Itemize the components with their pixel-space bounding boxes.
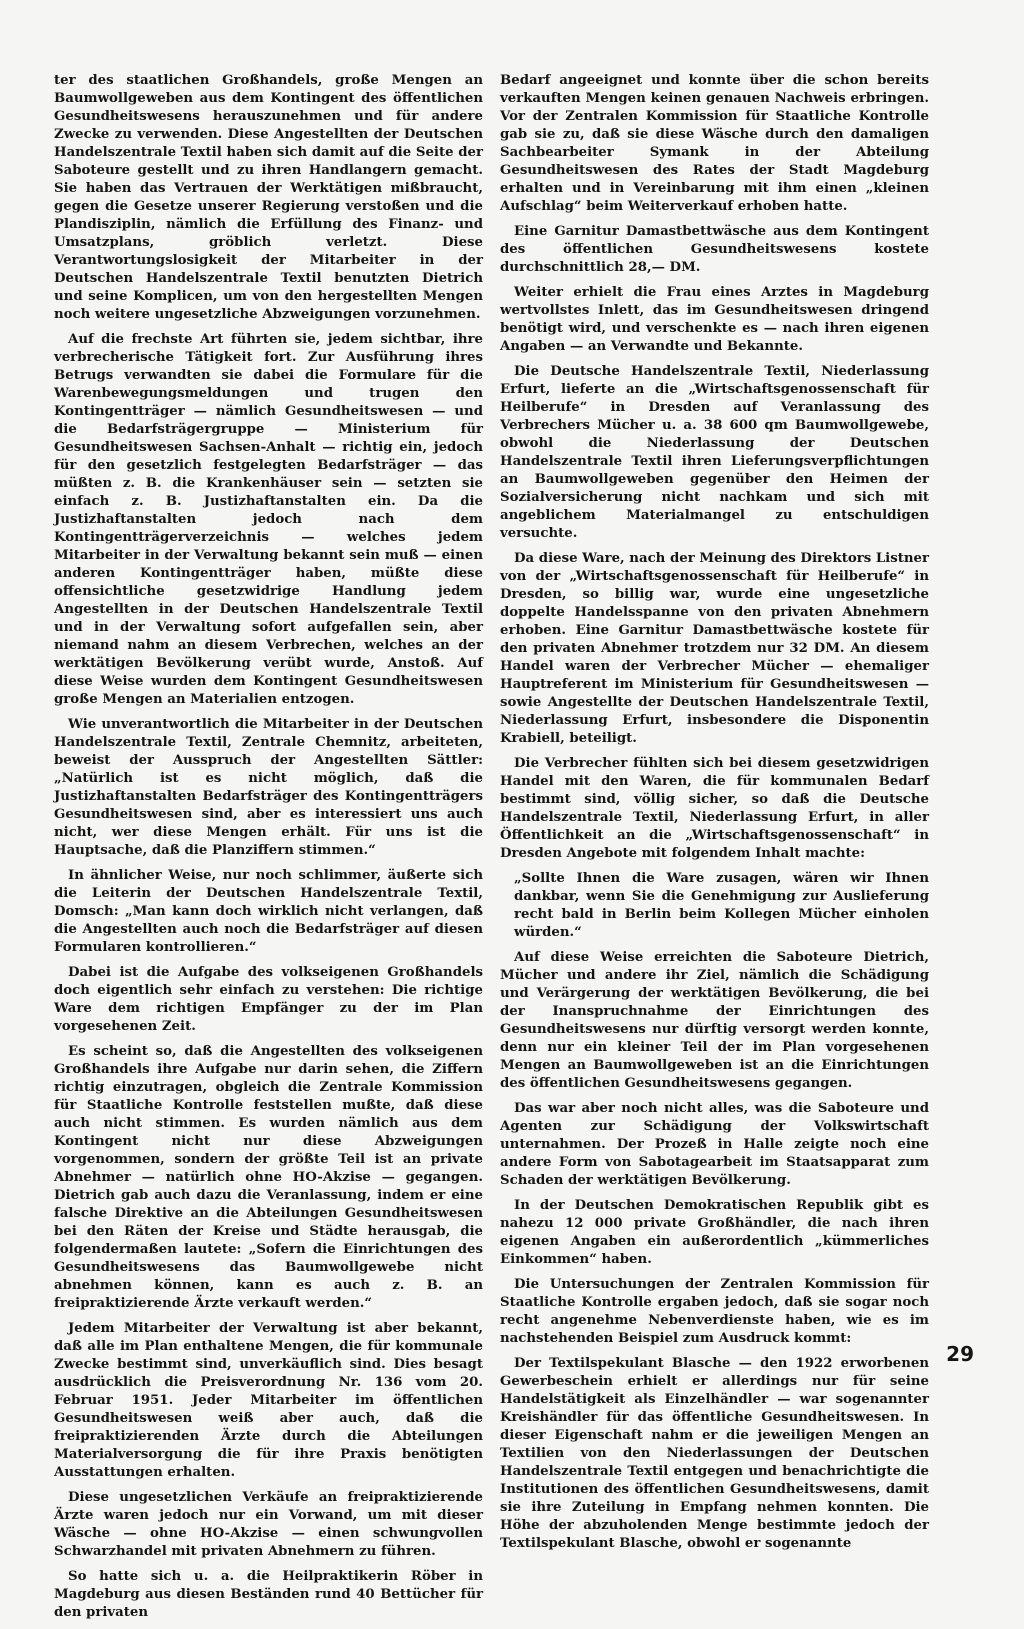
paragraph: Der Textilspekulant Blasche — den 1922 erworbenen Gewerbeschein erhielt er allerdings nur für seine Handelstätigkeit als Einzelhändler — war sogenannter Kreishändler für das öffentliche Gesundheitswesen. In dieser Eigenschaft nahm er die jeweiligen Mengen an Textilien von den Niederlassungen der Deutschen Handelszentrale Textil entgegen und benachrichtigte die Institutionen des öffentlichen Gesundheitswesens, damit sie ihre Zuteilung in Empfang nehmen konnten. Die Höhe der abzuholenden Menge bestimmte jedoch der Textilspekulant Blasche, obwohl er sogenannte [500, 1356, 929, 1551]
paragraph: In ähnlicher Weise, nur noch schlimmer, äußerte sich die Leiterin der Deutschen Handelszentrale Textil, Domsch: „Man kann doch wirklich nicht verlangen, daß die Angestellten auch noch die Bedarfsträger auf diesen Formularen kontrollieren.“ [54, 868, 483, 955]
paragraph: Auf diese Weise erreichten die Saboteure Dietrich, Mücher und andere ihr Ziel, nämlich die Schädigung und Verärgerung der werktätigen Bevölkerung, die bei der Inanspruchnahme der Einrichtungen des Gesundheitswesens nur dürftig versorgt werden konnte, denn nur ein kleiner Teil der im Plan vorgesehenen Mengen an Baumwollgeweben ist an die Einrichtungen des öffentlichen Gesundheitswesens gegangen. [500, 950, 929, 1091]
paragraph: So hatte sich u. a. die Heilpraktikerin Röber in Magdeburg aus diesen Beständen rund 40 Bettücher für den privaten [54, 1569, 483, 1620]
paragraph: Die Verbrecher fühlten sich bei diesem gesetzwidrigen Handel mit den Waren, die für kommunalen Bedarf bestimmt sind, völlig sicher, so daß die Deutsche Handelszentrale Textil, Niederlassung Erfurt, in aller Öffentlichkeit an die „Wirtschaftsgenossenschaft“ in Dresden Angebote mit folgendem Inhalt machte: [500, 756, 929, 861]
paragraph: Wie unverantwortlich die Mitarbeiter in der Deutschen Handelszentrale Textil, Zentrale Chemnitz, arbeiteten, beweist der Ausspruch der Angestellten Sättler: „Natürlich ist es nicht möglich, daß die Justizhaftanstalten Bedarfsträger des Kontingentträgers Gesundheitswesen sind, aber es interessiert uns auch nicht, wer diese Mengen erhält. Für uns ist die Hauptsache, daß die Planziffern stimmen.“ [54, 717, 483, 858]
paragraph: Die Deutsche Handelszentrale Textil, Niederlassung Erfurt, lieferte an die „Wirtschaftsgenossenschaft für Heilberufe“ in Dresden auf Veranlassung des Verbrechers Mücher u. a. 38 600 qm Baumwollgewebe, obwohl die Niederlassung der Deutschen Handelszentrale Textil ihren Lieferungsverpflichtungen an Baumwollgeweben gegenüber den Heimen der Sozialversicherung nicht nachkam und sich mit angeblichem Materialmangel zu entschuldigen versuchte. [500, 364, 929, 541]
paragraph: Bedarf angeeignet und konnte über die schon bereits verkauften Mengen keinen genauen Nachweis erbringen. Vor der Zentralen Kommission für Staatliche Kontrolle gab sie zu, daß sie diese Wäsche durch den damaligen Sachbearbeiter Symank in der Abteilung Gesundheitswesen des Rates der Stadt Magdeburg erhalten und in Vereinbarung mit ihm einen „kleinen Aufschlag“ beim Weiterverkauf erhoben hatte. [500, 73, 929, 214]
paragraph: Jedem Mitarbeiter der Verwaltung ist aber bekannt, daß alle im Plan enthaltene Mengen, die für kommunale Zwecke bestimmt sind, unverkäuflich sind. Dies besagt ausdrücklich die Preisverordnung Nr. 136 vom 20. Februar 1951. Jeder Mitarbeiter im öffentlichen Gesundheitswesen weiß aber auch, daß die freipraktizierenden Ärzte durch die Abteilungen Materialversorgung die für ihre Praxis benötigten Ausstattungen erhalten. [54, 1321, 483, 1480]
paragraph: Da diese Ware, nach der Meinung des Direktors Listner von der „Wirtschaftsgenossenschaft für Heilberufe“ in Dresden, so billig war, wurde eine ungesetzliche doppelte Handelsspanne von den privaten Abnehmern erhoben. Eine Garnitur Damastbettwäsche kostete für den privaten Abnehmer trotzdem nur 32 DM. An diesem Handel waren der Verbrecher Mücher — ehemaliger Hauptreferent im Ministerium für Gesundheitswesen — sowie Angestellte der Deutschen Handelszentrale Textil, Niederlassung Erfurt, insbesondere die Disponentin Krabiell, beteiligt. [500, 551, 929, 746]
paragraph: Auf die frechste Art führten sie, jedem sichtbar, ihre verbrecherische Tätigkeit fort. Zur Ausführung ihres Betrugs verwandten sie dabei die Formulare für die Warenbewegungsmeldungen und trugen den Kontingentträger — nämlich Gesundheitswesen — und die Bedarfsträgergruppe — Ministerium für Gesundheitswesen Sachsen-Anhalt — richtig ein, jedoch für den gesetzlich festgelegten Bedarfsträger — das müßten z. B. die Krankenhäuser sein — setzten sie einfach z. B. Justizhaftanstalten ein. Da die Justizhaftanstalten jedoch nach dem Kontingentträgerverzeichnis — welches jedem Mitarbeiter in der Verwaltung bekannt sein muß — einen anderen Kontingentträger haben, müßte diese offensichtliche gesetzwidrige Handlung jedem Angestellten in der Deutschen Handelszentrale Textil und in der Verwaltung sofort aufgefallen sein, aber niemand nahm an diesem Verbrechen, welches an der werktätigen Bevölkerung verübt wurde, Anstoß. Auf diese Weise wurden dem Kontingent Gesundheitswesen große Mengen an Materialien entzogen. [54, 332, 483, 707]
left-column [54, 72, 483, 1629]
paragraph: Das war aber noch nicht alles, was die Saboteure und Agenten zur Schädigung der Volkswirtschaft unternahmen. Der Prozeß in Halle zeigte noch eine andere Form von Sabotagearbeit im Staatsapparat zum Schaden der werktätigen Bevölkerung. [500, 1101, 929, 1188]
paragraph: ter des staatlichen Großhandels, große Mengen an Baumwollgeweben aus dem Kontingent des öffentlichen Gesundheitswesens herauszunehmen und für andere Zwecke zu verwenden. Diese Angestellten der Deutschen Handelszentrale Textil haben sich damit auf die Seite der Saboteure gestellt und zu ihren Handlangern gemacht. Sie haben das Vertrauen der Werktätigen mißbraucht, gegen die Gesetze unserer Regierung verstoßen und die Plandisziplin, nämlich die Erfüllung des Finanz- und Umsatzplans, gröblich verletzt. Diese Verantwortungslosigkeit der Mitarbeiter in der Deutschen Handelszentrale Textil benutzten Dietrich und seine Komplicen, um von den hergestellten Mengen noch weitere ungesetzliche Abzweigungen vorzunehmen. [54, 73, 483, 322]
paragraph: In der Deutschen Demokratischen Republik gibt es nahezu 12 000 private Großhändler, die nach ihren eigenen Angaben ein außerordentlich „kümmerliches Einkommen“ haben. [500, 1198, 929, 1267]
quote-paragraph: „Sollte Ihnen die Ware zusagen, wären wir Ihnen dankbar, wenn Sie die Genehmigung zur Auslieferung recht bald in Berlin beim Kollegen Mücher einholen würden.“ [514, 871, 929, 940]
paragraph: Es scheint so, daß die Angestellten des volkseigenen Großhandels ihre Aufgabe nur darin sehen, die Ziffern richtig einzutragen, obgleich die Zentrale Kommission für Staatliche Kontrolle feststellen mußte, daß diese auch nicht stimmen. Es wurden nämlich aus dem Kontingent nicht nur diese Abzweigungen vorgenommen, sondern der größte Teil ist an private Abnehmer — natürlich ohne HO-Akzise — gegangen. Dietrich gab auch dazu die Veranlassung, indem er eine falsche Direktive an die Abteilungen Gesundheitswesen bei den Räten der Kreise und Städte herausgab, die folgendermaßen lautete: „Sofern die Einrichtungen des Gesundheitswesens das Baumwollgewebe nicht abnehmen können, kann es auch z. B. an freipraktizierende Ärzte verkauft werden.“ [54, 1044, 483, 1311]
paragraph: Diese ungesetzlichen Verkäufe an freipraktizierende Ärzte waren jedoch nur ein Vorwand, um mit dieser Wäsche — ohne HO-Akzise — einen schwungvollen Schwarzhandel mit privaten Abnehmern zu führen. [54, 1490, 483, 1559]
paragraph: Weiter erhielt die Frau eines Arztes in Magdeburg wertvollstes Inlett, das im Gesundheitswesen dringend benötigt wird, und verschenkte es — nach ihren eigenen Angaben — an Verwandte und Bekannte. [500, 285, 929, 354]
paragraph: Die Untersuchungen der Zentralen Kommission für Staatliche Kontrolle ergaben jedoch, daß sie sogar noch recht angenehme Nebenverdienste haben, wie es im nachstehenden Beispiel zum Ausdruck kommt: [500, 1277, 929, 1346]
paragraph: Eine Garnitur Damastbettwäsche aus dem Kontingent des öffentlichen Gesundheitswesens kostete durchschnittlich 28,— DM. [500, 224, 929, 275]
page-number: 29 [946, 1342, 974, 1366]
paragraph: Dabei ist die Aufgabe des volkseigenen Großhandels doch eigentlich sehr einfach zu verstehen: Die richtige Ware dem richtigen Empfänger zu der im Plan vorgesehenen Zeit. [54, 965, 483, 1034]
right-column [500, 72, 929, 1560]
